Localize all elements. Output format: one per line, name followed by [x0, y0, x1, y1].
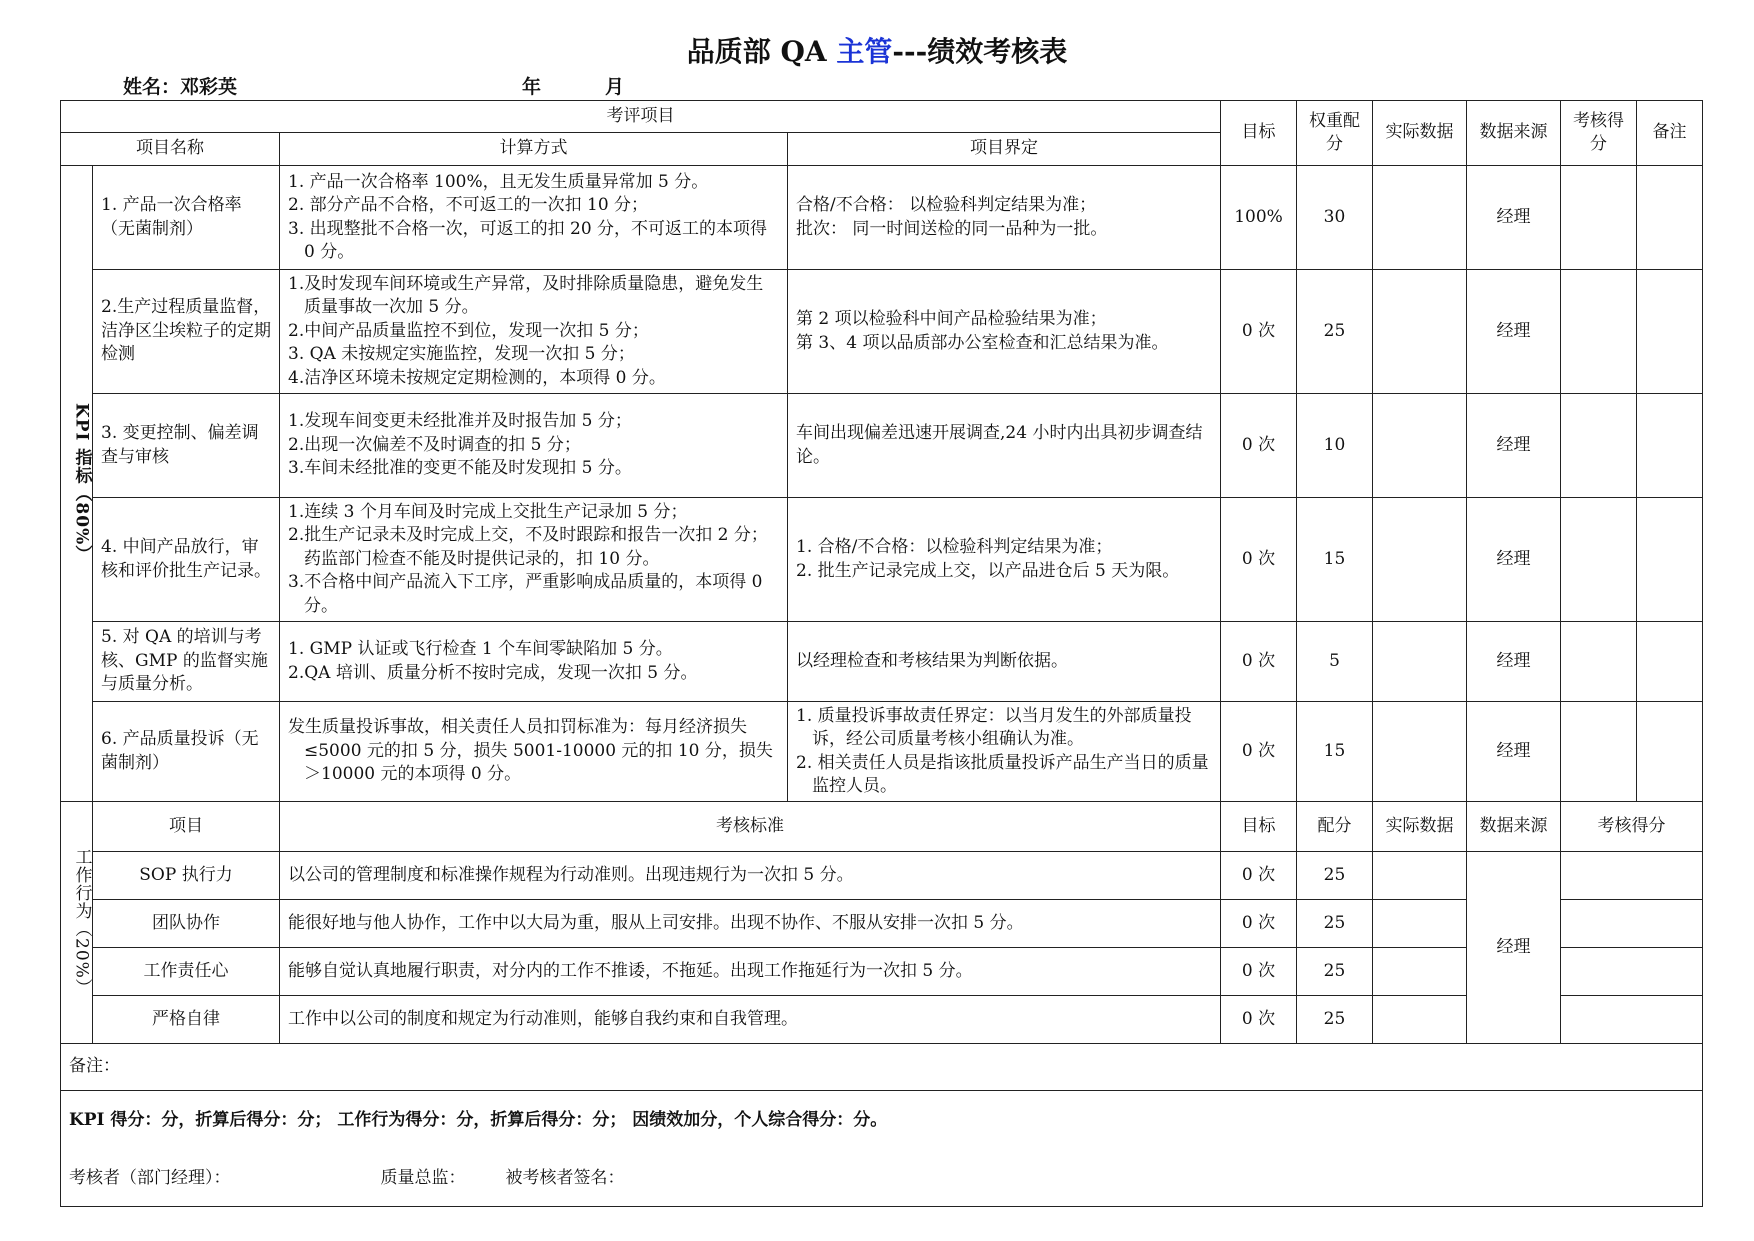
header-row-1 [61, 101, 1703, 133]
kpi-score-cell[interactable] [1561, 394, 1637, 498]
kpi-source: 经理 [1467, 166, 1561, 270]
kpi-score-cell[interactable] [1561, 702, 1637, 802]
score-summary: KPI 得分：分，折算后得分：分； 工作行为得分：分，折算后得分：分； 因绩效加分，个人综合得分：分。 [61, 1091, 1703, 1151]
kpi-actual-cell[interactable] [1373, 498, 1467, 622]
behavior-weight-header: 配分 [1297, 802, 1373, 852]
signature-row [61, 1151, 1703, 1207]
kpi-source: 经理 [1467, 270, 1561, 394]
behavior-weight: 25 [1297, 900, 1373, 948]
kpi-row [61, 270, 1703, 394]
behavior-item-name: 严格自律 [93, 996, 280, 1044]
quality-director-signature-label[interactable]: 质量总监： [380, 1167, 466, 1188]
behavior-target: 0 次 [1221, 900, 1297, 948]
behavior-item-name: 团队协作 [93, 900, 280, 948]
page-title: 品质部 QA 主管---绩效考核表 [686, 35, 1068, 68]
kpi-actual-cell[interactable] [1373, 270, 1467, 394]
definition-header: 项目界定 [788, 133, 1221, 166]
behavior-row [61, 948, 1703, 996]
behavior-standard: 工作中以公司的制度和规定为行动准则，能够自我约束和自我管理。 [280, 996, 1221, 1044]
kpi-target: 0 次 [1221, 498, 1297, 622]
kpi-definition: 1. 质量投诉事故责任界定：以当月发生的外部质量投诉，经公司质量考核小组确认为准。 2. 相关责任人员是指该批质量投诉产品生产当日的质量监控人员。 [788, 702, 1221, 802]
kpi-weight: 5 [1297, 622, 1373, 702]
kpi-row [61, 394, 1703, 498]
kpi-item-name: 4. 中间产品放行，审核和评价批生产记录。 [93, 498, 280, 622]
kpi-item-name: 6. 产品质量投诉（无菌制剂） [93, 702, 280, 802]
behavior-weight: 25 [1297, 996, 1373, 1044]
kpi-weight: 15 [1297, 702, 1373, 802]
behavior-standard-header: 考核标准 [280, 802, 1221, 852]
eval-items-header: 考评项目 [61, 101, 1221, 133]
behavior-target: 0 次 [1221, 852, 1297, 900]
month-label: 月 [605, 76, 625, 98]
kpi-source: 经理 [1467, 622, 1561, 702]
kpi-remark-cell[interactable] [1637, 622, 1703, 702]
behavior-item-name: 工作责任心 [93, 948, 280, 996]
behavior-target-header: 目标 [1221, 802, 1297, 852]
kpi-actual-cell[interactable] [1373, 702, 1467, 802]
kpi-definition: 以经理检查和考核结果为判断依据。 [788, 622, 1221, 702]
kpi-calc-method: 1.发现车间变更未经批准并及时报告加 5 分； 2.出现一次偏差不及时调查的扣 5 分； 3.车间未经批准的变更不能及时发现扣 5 分。 [280, 394, 788, 498]
behavior-row [61, 852, 1703, 900]
behavior-section-label: 工作行为（20%） [61, 802, 93, 1044]
kpi-row [61, 702, 1703, 802]
behavior-score-header: 考核得分 [1561, 802, 1703, 852]
kpi-remark-cell[interactable] [1637, 498, 1703, 622]
kpi-target: 0 次 [1221, 394, 1297, 498]
behavior-actual-cell[interactable] [1373, 852, 1467, 900]
kpi-item-name: 2.生产过程质量监督，洁净区尘埃粒子的定期检测 [93, 270, 280, 394]
kpi-target: 100% [1221, 166, 1297, 270]
kpi-definition: 车间出现偏差迅速开展调查,24 小时内出具初步调查结论。 [788, 394, 1221, 498]
assessee-signature-label[interactable]: 被考核者签名： [505, 1167, 625, 1188]
kpi-calc-method: 发生质量投诉事故，相关责任人员扣罚标准为：每月经济损失≤5000 元的扣 5 分，损失 5001-10000 元的扣 10 分，损失＞10000 元的本项得 0 分。 [280, 702, 788, 802]
kpi-calc-method: 1. 产品一次合格率 100%，且无发生质量异常加 5 分。 2. 部分产品不合格，不可返工的一次扣 10 分； 3. 出现整批不合格一次，可返工的扣 20 分，不可返工的本项得 0 分。 [280, 166, 788, 270]
kpi-row [61, 166, 1703, 270]
behavior-source-header: 数据来源 [1467, 802, 1561, 852]
kpi-row [61, 622, 1703, 702]
kpi-item-name: 3. 变更控制、偏差调查与审核 [93, 394, 280, 498]
kpi-target: 0 次 [1221, 702, 1297, 802]
appraisal-table [60, 100, 1703, 1207]
behavior-item-header: 项目 [93, 802, 280, 852]
behavior-weight: 25 [1297, 948, 1373, 996]
behavior-actual-cell[interactable] [1373, 900, 1467, 948]
kpi-score-cell[interactable] [1561, 166, 1637, 270]
item-name-header: 项目名称 [61, 133, 280, 166]
kpi-source: 经理 [1467, 498, 1561, 622]
behavior-row [61, 996, 1703, 1044]
behavior-source: 经理 [1467, 852, 1561, 1044]
kpi-remark-cell[interactable] [1637, 166, 1703, 270]
kpi-calc-method: 1.及时发现车间环境或生产异常，及时排除质量隐患，避免发生质量事故一次加 5 分。 2.中间产品质量监控不到位，发现一次扣 5 分； 3. QA 未按规定实施监控，发现一次扣 5 分； 4.洁净区环境未按规定定期检测的，本项得 0 分。 [280, 270, 788, 394]
kpi-definition: 合格/不合格： 以检验科判定结果为准； 批次： 同一时间送检的同一品种为一批。 [788, 166, 1221, 270]
weight-header: 权重配分 [1297, 101, 1373, 166]
kpi-weight: 25 [1297, 270, 1373, 394]
kpi-actual-cell[interactable] [1373, 394, 1467, 498]
kpi-item-name: 5. 对 QA 的培训与考核、GMP 的监督实施与质量分析。 [93, 622, 280, 702]
behavior-row [61, 900, 1703, 948]
behavior-item-name: SOP 执行力 [93, 852, 280, 900]
kpi-weight: 15 [1297, 498, 1373, 622]
behavior-actual-cell[interactable] [1373, 996, 1467, 1044]
remarks-field[interactable]: 备注： [61, 1044, 1703, 1091]
kpi-score-cell[interactable] [1561, 622, 1637, 702]
employee-name: 姓名：邓彩英 [123, 76, 238, 98]
behavior-actual-header: 实际数据 [1373, 802, 1467, 852]
year-month-line [522, 72, 688, 99]
behavior-actual-cell[interactable] [1373, 948, 1467, 996]
kpi-definition: 第 2 项以检验科中间产品检验结果为准； 第 3、4 项以品质部办公室检查和汇总结果为准。 [788, 270, 1221, 394]
score-header: 考核得分 [1561, 101, 1637, 166]
behavior-target: 0 次 [1221, 948, 1297, 996]
kpi-remark-cell[interactable] [1637, 394, 1703, 498]
kpi-source: 经理 [1467, 702, 1561, 802]
behavior-standard: 能很好地与他人协作，工作中以大局为重，服从上司安排。出现不协作、不服从安排一次扣 5 分。 [280, 900, 1221, 948]
kpi-target: 0 次 [1221, 270, 1297, 394]
kpi-target: 0 次 [1221, 622, 1297, 702]
behavior-target: 0 次 [1221, 996, 1297, 1044]
kpi-actual-cell[interactable] [1373, 622, 1467, 702]
kpi-weight: 10 [1297, 394, 1373, 498]
behavior-weight: 25 [1297, 852, 1373, 900]
remark-header: 备注 [1637, 101, 1703, 166]
kpi-definition: 1. 合格/不合格：以检验科判定结果为准； 2. 批生产记录完成上交，以产品进仓后 5 天为限。 [788, 498, 1221, 622]
kpi-score-cell[interactable] [1561, 498, 1637, 622]
behavior-score-cell[interactable] [1561, 948, 1703, 996]
kpi-actual-cell[interactable] [1373, 166, 1467, 270]
behavior-header-row [61, 802, 1703, 852]
kpi-row [61, 498, 1703, 622]
kpi-source: 经理 [1467, 394, 1561, 498]
kpi-calc-method: 1. GMP 认证或飞行检查 1 个车间零缺陷加 5 分。 2.QA 培训、质量分析不按时完成，发现一次扣 5 分。 [280, 622, 788, 702]
remarks-row [61, 1044, 1703, 1091]
behavior-score-cell[interactable] [1561, 996, 1703, 1044]
signature-line [61, 1151, 1703, 1207]
kpi-remark-cell[interactable] [1637, 702, 1703, 802]
calc-method-header: 计算方式 [280, 133, 788, 166]
kpi-score-cell[interactable] [1561, 270, 1637, 394]
kpi-item-name: 1. 产品一次合格率（无菌制剂） [93, 166, 280, 270]
actual-header: 实际数据 [1373, 101, 1467, 166]
target-header: 目标 [1221, 101, 1297, 166]
behavior-standard: 能够自觉认真地履行职责，对分内的工作不推诿，不拖延。出现工作拖延行为一次扣 5 分。 [280, 948, 1221, 996]
kpi-remark-cell[interactable] [1637, 270, 1703, 394]
kpi-section-label: KPI 指标（80%） [61, 166, 93, 802]
assessor-signature-label[interactable]: 考核者（部门经理）： [69, 1167, 231, 1188]
kpi-calc-method: 1.连续 3 个月车间及时完成上交批生产记录加 5 分； 2.批生产记录未及时完成上交，不及时跟踪和报告一次扣 2 分；药监部门检查不能及时提供记录的，扣 10 分。 3.不合格中间产品流入下工序，严重影响成品质量的，本项得 0 分。 [280, 498, 788, 622]
kpi-weight: 30 [1297, 166, 1373, 270]
source-header: 数据来源 [1467, 101, 1561, 166]
behavior-score-cell[interactable] [1561, 852, 1703, 900]
year-label: 年 [522, 76, 542, 98]
behavior-standard: 以公司的管理制度和标准操作规程为行动准则。出现违规行为一次扣 5 分。 [280, 852, 1221, 900]
behavior-score-cell[interactable] [1561, 900, 1703, 948]
summary-row [61, 1091, 1703, 1151]
